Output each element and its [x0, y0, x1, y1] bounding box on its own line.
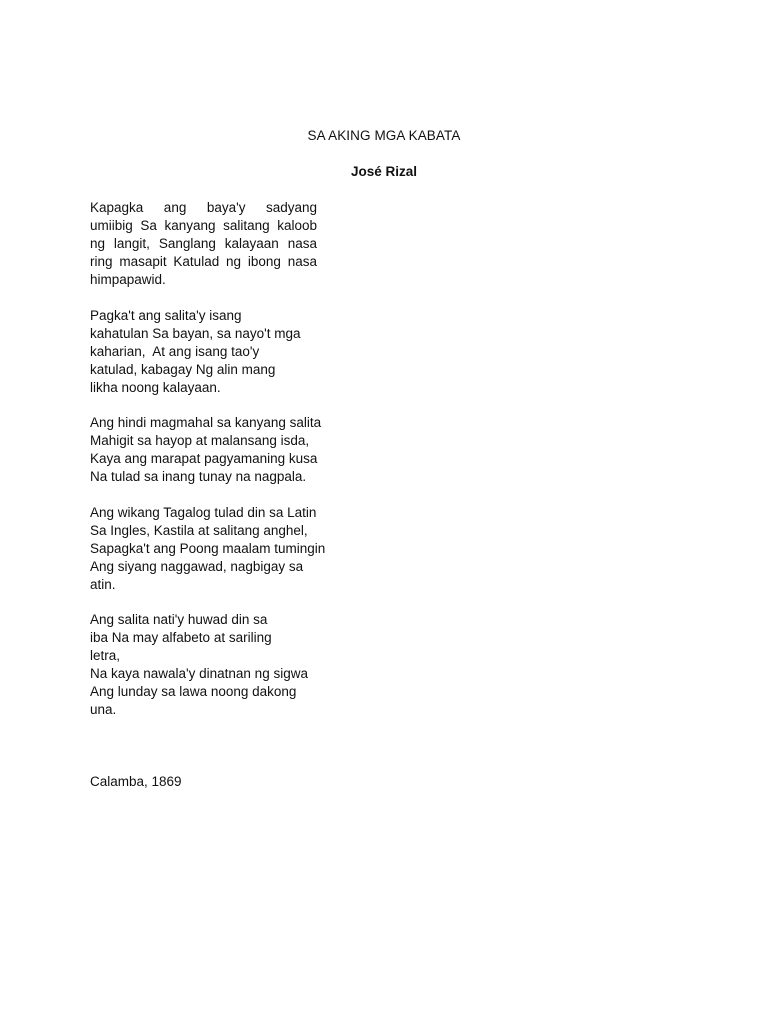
poem-line: kaharian, At ang isang tao'y — [90, 344, 260, 359]
poem-line: iba Na may alfabeto at sariling — [90, 630, 272, 645]
poem-line: Ang salita nati'y huwad din sa — [90, 612, 268, 627]
stanza-1 — [90, 199, 317, 289]
poem-line: Na kaya nawala'y dinatnan ng sigwa — [90, 666, 308, 681]
poem-line: Ang lunday sa lawa noong dakong — [90, 684, 297, 699]
poem-line: Pagka't ang salita'y isang — [90, 308, 242, 323]
poem-line: atin. — [90, 577, 116, 592]
poem-line: una. — [90, 702, 117, 717]
poem-line: ring masapit Katulad ng ibong nasa — [90, 254, 317, 269]
poem-author: José Rizal — [350, 164, 418, 179]
poem-line: letra, — [90, 648, 121, 663]
poem-line: kahatulan Sa bayan, sa nayo't mga — [90, 326, 301, 341]
poem-line: Sapagka't ang Poong maalam tumingin — [90, 541, 326, 556]
poem-line: ng langit, Sanglang kalayaan nasa — [90, 236, 317, 251]
poem-line: Na tulad sa inang tunay na nagpala. — [90, 469, 307, 484]
stanza-3 — [90, 414, 321, 486]
stanza-2 — [90, 307, 300, 397]
poem-line: Mahigit sa hayop at malansang isda, — [90, 433, 310, 448]
poem-line: umiibig Sa kanyang salitang kaloob — [90, 218, 317, 233]
poem-title: SA AKING MGA KABATA — [307, 128, 461, 143]
poem-line: himpapawid. — [90, 272, 166, 287]
poem-line: Sa Ingles, Kastila at salitang anghel, — [90, 523, 308, 538]
poem-line: katulad, kabagay Ng alin mang — [90, 362, 276, 377]
poem-line: Ang hindi magmahal sa kanyang salita — [90, 415, 322, 430]
poem-line: Kapagka ang baya'y sadyang — [90, 200, 317, 215]
poem-line: Kaya ang marapat pagyamaning kusa — [90, 451, 318, 466]
place-date: Calamba, 1869 — [90, 774, 182, 789]
stanza-5 — [90, 611, 308, 719]
stanza-4 — [90, 504, 325, 594]
poem-line: likha noong kalayaan. — [90, 380, 221, 395]
poem-line: Ang wikang Tagalog tulad din sa Latin — [90, 505, 317, 520]
poem-line: Ang siyang naggawad, nagbigay sa — [90, 559, 304, 574]
